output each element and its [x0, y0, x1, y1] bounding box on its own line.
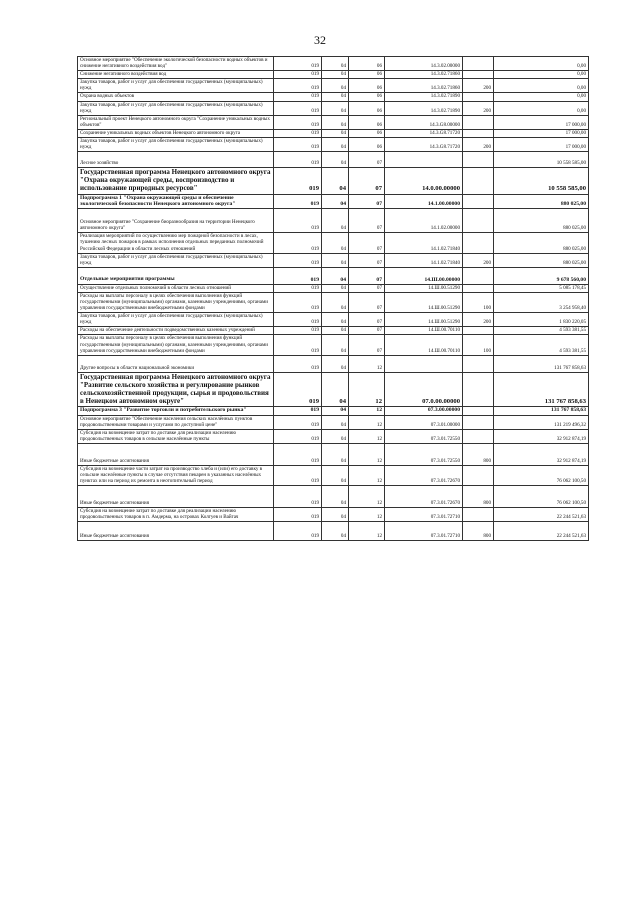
- expense-type-cell: 800: [463, 443, 494, 465]
- row-name-cell: Закупка товаров, работ и услуг для обеспечения государственных (муниципальных) нужд: [78, 313, 274, 327]
- row-name-cell: Реализация мероприятий по осуществлению мер пожарной безопасности в лесах, тушению лесных пожаров в рамках исполнения отдельных переданных полномочий Российской Федерации в области лесных отношений: [78, 233, 274, 253]
- expense-type-cell: [463, 233, 494, 253]
- table-row: [78, 313, 589, 327]
- expense-type-cell: 800: [463, 486, 494, 508]
- subsection-code-cell: 07: [349, 335, 385, 355]
- section-code-cell: 04: [322, 57, 349, 71]
- table-row: [78, 168, 589, 194]
- ministry-code-cell: 019: [274, 522, 322, 541]
- ministry-code-cell: 019: [274, 233, 322, 253]
- section-code-cell: 04: [322, 115, 349, 129]
- row-name-cell: Закупка товаров, работ и услуг для обеспечения государственных (муниципальных) нужд: [78, 79, 274, 93]
- row-name-cell: Подпрограмма 1 "Охрана окружающей среды и обеспечение экологической безопасности Ненецкого автономного округа": [78, 194, 274, 209]
- subsection-code-cell: 07: [349, 194, 385, 209]
- expense-type-cell: 200: [463, 138, 494, 152]
- ministry-code-cell: 019: [274, 429, 322, 443]
- ministry-code-cell: 019: [274, 415, 322, 429]
- subsection-code-cell: 07: [349, 292, 385, 312]
- row-name-cell: Государственная программа Ненецкого автономного округа "Развитие сельского хозяйства и регулирование рынков сельскохозяйственной продукции, сырья и продовольствия в Ненецком автономном округе": [78, 372, 274, 406]
- section-code-cell: 04: [322, 71, 349, 79]
- ministry-code-cell: 019: [274, 79, 322, 93]
- target-article-cell: [385, 355, 463, 372]
- target-article-cell: 14.Ш.00.00000: [385, 267, 463, 284]
- table-row: [78, 327, 589, 335]
- ministry-code-cell: 019: [274, 253, 322, 267]
- target-article-cell: 14.1.02.71840: [385, 253, 463, 267]
- expense-type-cell: [463, 372, 494, 406]
- ministry-code-cell: 019: [274, 138, 322, 152]
- amount-cell: 22 244 521,63: [494, 522, 589, 541]
- ministry-code-cell: 019: [274, 129, 322, 137]
- expense-type-cell: [463, 267, 494, 284]
- subsection-code-cell: 07: [349, 253, 385, 267]
- target-article-cell: 14.Ш.00.51290: [385, 284, 463, 292]
- table-row: [78, 284, 589, 292]
- expense-type-cell: [463, 93, 494, 101]
- target-article-cell: 07.3.00.00000: [385, 407, 463, 415]
- section-code-cell: 04: [322, 465, 349, 485]
- target-article-cell: 14.3.02.71890: [385, 101, 463, 115]
- amount-cell: 4 593 381,55: [494, 335, 589, 355]
- section-code-cell: 04: [322, 79, 349, 93]
- ministry-code-cell: 019: [274, 115, 322, 129]
- row-name-cell: Расходы на выплаты персоналу в целях обеспечения выполнения функций государственными (муниципальными) органами, казенными учреждениями, органами управления государственными внебюджетными фондами: [78, 292, 274, 312]
- ministry-code-cell: 019: [274, 486, 322, 508]
- subsection-code-cell: 06: [349, 129, 385, 137]
- expense-type-cell: 200: [463, 253, 494, 267]
- table-row: [78, 209, 589, 233]
- amount-cell: 0,00: [494, 57, 589, 71]
- amount-cell: 3 254 958,40: [494, 292, 589, 312]
- target-article-cell: 14.3.02.71860: [385, 79, 463, 93]
- amount-cell: 5 085 178,45: [494, 284, 589, 292]
- table-row: [78, 57, 589, 71]
- target-article-cell: 14.Ш.00.70110: [385, 335, 463, 355]
- section-code-cell: 04: [322, 313, 349, 327]
- ministry-code-cell: 019: [274, 407, 322, 415]
- subsection-code-cell: 06: [349, 79, 385, 93]
- subsection-code-cell: 12: [349, 415, 385, 429]
- ministry-code-cell: 019: [274, 101, 322, 115]
- subsection-code-cell: 12: [349, 508, 385, 522]
- table-row: [78, 508, 589, 522]
- target-article-cell: 14.3.G8.71720: [385, 129, 463, 137]
- table-row: [78, 522, 589, 541]
- row-name-cell: Субсидия на возмещение затрат по доставке для реализации населению продовольственных товаров в п. Амдерма, на островах Колгуев и Вайгач: [78, 508, 274, 522]
- table-row: [78, 335, 589, 355]
- section-code-cell: 04: [322, 93, 349, 101]
- section-code-cell: 04: [322, 267, 349, 284]
- amount-cell: 880 025,00: [494, 209, 589, 233]
- subsection-code-cell: 12: [349, 486, 385, 508]
- row-name-cell: Иные бюджетные ассигнования: [78, 486, 274, 508]
- row-name-cell: Расходы на выплаты персоналу в целях обеспечения выполнения функций государственными (муниципальными) органами, казенными учреждениями, органами управления государственными внебюджетными фондами: [78, 335, 274, 355]
- target-article-cell: 14.3.02.00000: [385, 57, 463, 71]
- amount-cell: 76 062 100,50: [494, 465, 589, 485]
- table-row: [78, 233, 589, 253]
- section-code-cell: 04: [322, 407, 349, 415]
- amount-cell: 32 912 874,19: [494, 443, 589, 465]
- table-row: [78, 152, 589, 168]
- section-code-cell: 04: [322, 101, 349, 115]
- row-name-cell: Отдельные мероприятия программы: [78, 267, 274, 284]
- ministry-code-cell: 019: [274, 209, 322, 233]
- amount-cell: 22 244 521,63: [494, 508, 589, 522]
- section-code-cell: 04: [322, 253, 349, 267]
- target-article-cell: 14.1.02.00000: [385, 209, 463, 233]
- row-name-cell: Охрана водных объектов: [78, 93, 274, 101]
- row-name-cell: Основное мероприятие "Обеспечение населения сельских населённых пунктов продовольственными товарами и услугами по доступной цене": [78, 415, 274, 429]
- subsection-code-cell: 07: [349, 209, 385, 233]
- expense-type-cell: [463, 284, 494, 292]
- subsection-code-cell: 07: [349, 267, 385, 284]
- target-article-cell: 07.3.01.72710: [385, 508, 463, 522]
- target-article-cell: 14.1.02.71840: [385, 233, 463, 253]
- target-article-cell: 14.3.02.71860: [385, 71, 463, 79]
- row-name-cell: Иные бюджетные ассигнования: [78, 522, 274, 541]
- expense-type-cell: [463, 194, 494, 209]
- table-row: [78, 194, 589, 209]
- section-code-cell: 04: [322, 355, 349, 372]
- subsection-code-cell: 06: [349, 138, 385, 152]
- section-code-cell: 04: [322, 138, 349, 152]
- table-row: [78, 79, 589, 93]
- section-code-cell: 04: [322, 327, 349, 335]
- subsection-code-cell: 12: [349, 522, 385, 541]
- table-row: [78, 115, 589, 129]
- row-name-cell: Сохранение уникальных водных объектов Ненецкого автономного округа: [78, 129, 274, 137]
- ministry-code-cell: 019: [274, 93, 322, 101]
- section-code-cell: 04: [322, 486, 349, 508]
- subsection-code-cell: 12: [349, 355, 385, 372]
- amount-cell: 0,00: [494, 79, 589, 93]
- target-article-cell: 14.0.00.00000: [385, 168, 463, 194]
- amount-cell: 880 025,00: [494, 233, 589, 253]
- ministry-code-cell: 019: [274, 152, 322, 168]
- ministry-code-cell: 019: [274, 57, 322, 71]
- ministry-code-cell: 019: [274, 168, 322, 194]
- ministry-code-cell: 019: [274, 284, 322, 292]
- amount-cell: 9 678 560,00: [494, 267, 589, 284]
- expense-type-cell: [463, 429, 494, 443]
- amount-cell: 131 767 858,63: [494, 407, 589, 415]
- subsection-code-cell: 06: [349, 71, 385, 79]
- subsection-code-cell: 07: [349, 313, 385, 327]
- ministry-code-cell: 019: [274, 267, 322, 284]
- row-name-cell: Иные бюджетные ассигнования: [78, 443, 274, 465]
- row-name-cell: Закупка товаров, работ и услуг для обеспечения государственных (муниципальных) нужд: [78, 101, 274, 115]
- expense-type-cell: [463, 71, 494, 79]
- section-code-cell: 04: [322, 292, 349, 312]
- table-body: [78, 57, 589, 541]
- target-article-cell: 07.3.01.72670: [385, 465, 463, 485]
- subsection-code-cell: 12: [349, 429, 385, 443]
- amount-cell: 0,00: [494, 71, 589, 79]
- target-article-cell: 07.3.01.72710: [385, 522, 463, 541]
- amount-cell: 17 000,00: [494, 138, 589, 152]
- table-row: [78, 71, 589, 79]
- amount-cell: 0,00: [494, 101, 589, 115]
- subsection-code-cell: 07: [349, 327, 385, 335]
- table-row: [78, 486, 589, 508]
- expense-type-cell: [463, 129, 494, 137]
- table-row: [78, 292, 589, 312]
- expense-type-cell: 200: [463, 313, 494, 327]
- section-code-cell: 04: [322, 335, 349, 355]
- amount-cell: 131 219 496,32: [494, 415, 589, 429]
- target-article-cell: 07.3.01.72550: [385, 429, 463, 443]
- target-article-cell: 07.3.01.00000: [385, 415, 463, 429]
- expense-type-cell: [463, 152, 494, 168]
- subsection-code-cell: 12: [349, 443, 385, 465]
- row-name-cell: Снижение негативного воздействия вод: [78, 71, 274, 79]
- table-row: [78, 93, 589, 101]
- row-name-cell: Основное мероприятие "Сохранение биоразнообразия на территории Ненецкого автономного округа": [78, 209, 274, 233]
- expense-type-cell: 200: [463, 101, 494, 115]
- ministry-code-cell: 019: [274, 355, 322, 372]
- ministry-code-cell: 019: [274, 194, 322, 209]
- section-code-cell: 04: [322, 443, 349, 465]
- row-name-cell: Другие вопросы в области национальной экономики: [78, 355, 274, 372]
- target-article-cell: [385, 152, 463, 168]
- section-code-cell: 04: [322, 168, 349, 194]
- table-row: [78, 429, 589, 443]
- subsection-code-cell: 06: [349, 101, 385, 115]
- amount-cell: 0,00: [494, 93, 589, 101]
- row-name-cell: Субсидия на возмещение части затрат на производство хлеба и (или) его доставку в сельские населённые пункты в случае отсутствия пекарен в указанных населённых пунктах или на период их ремонта в неотопительный период: [78, 465, 274, 485]
- row-name-cell: Субсидия на возмещение затрат по доставке для реализации населению продовольственных товаров в сельские населённые пункты: [78, 429, 274, 443]
- target-article-cell: 14.Ш.00.51290: [385, 313, 463, 327]
- target-article-cell: 07.3.01.72670: [385, 486, 463, 508]
- target-article-cell: 07.3.01.72550: [385, 443, 463, 465]
- amount-cell: 32 912 874,19: [494, 429, 589, 443]
- table-row: [78, 129, 589, 137]
- section-code-cell: 04: [322, 284, 349, 292]
- section-code-cell: 04: [322, 129, 349, 137]
- section-code-cell: 04: [322, 233, 349, 253]
- subsection-code-cell: 07: [349, 152, 385, 168]
- ministry-code-cell: 019: [274, 71, 322, 79]
- ministry-code-cell: 019: [274, 443, 322, 465]
- amount-cell: 131 767 858,63: [494, 372, 589, 406]
- section-code-cell: 04: [322, 508, 349, 522]
- expense-type-cell: [463, 465, 494, 485]
- section-code-cell: 04: [322, 152, 349, 168]
- table-row: [78, 253, 589, 267]
- ministry-code-cell: 019: [274, 465, 322, 485]
- subsection-code-cell: 07: [349, 233, 385, 253]
- section-code-cell: 04: [322, 209, 349, 233]
- row-name-cell: Основное мероприятие "Обеспечение экологической безопасности водных объектов и снижение негативного воздействия вод": [78, 57, 274, 71]
- subsection-code-cell: 07: [349, 284, 385, 292]
- amount-cell: 1 830 220,05: [494, 313, 589, 327]
- target-article-cell: 14.3.02.71890: [385, 93, 463, 101]
- page-number: 32: [314, 33, 326, 47]
- amount-cell: 10 558 585,00: [494, 152, 589, 168]
- subsection-code-cell: 12: [349, 372, 385, 406]
- table-row: [78, 101, 589, 115]
- ministry-code-cell: 019: [274, 335, 322, 355]
- section-code-cell: 04: [322, 194, 349, 209]
- subsection-code-cell: 06: [349, 115, 385, 129]
- amount-cell: 880 025,00: [494, 194, 589, 209]
- subsection-code-cell: 06: [349, 57, 385, 71]
- ministry-code-cell: 019: [274, 372, 322, 406]
- target-article-cell: 14.1.00.00000: [385, 194, 463, 209]
- ministry-code-cell: 019: [274, 313, 322, 327]
- row-name-cell: Осуществление отдельных полномочий в области лесных отношений: [78, 284, 274, 292]
- expense-type-cell: [463, 508, 494, 522]
- row-name-cell: Закупка товаров, работ и услуг для обеспечения государственных (муниципальных) нужд: [78, 138, 274, 152]
- amount-cell: 17 000,00: [494, 129, 589, 137]
- table-row: [78, 443, 589, 465]
- subsection-code-cell: 07: [349, 168, 385, 194]
- row-name-cell: Закупка товаров, работ и услуг для обеспечения государственных (муниципальных) нужд: [78, 253, 274, 267]
- target-article-cell: 14.Ш.00.70110: [385, 327, 463, 335]
- row-name-cell: Расходы на обеспечение деятельности подведомственных казенных учреждений: [78, 327, 274, 335]
- expense-type-cell: [463, 209, 494, 233]
- target-article-cell: 14.3.G8.00000: [385, 115, 463, 129]
- target-article-cell: 14.Ш.00.51290: [385, 292, 463, 312]
- table-row: [78, 138, 589, 152]
- subsection-code-cell: 12: [349, 465, 385, 485]
- row-name-cell: Подпрограмма 3 "Развитие торговли и потребительского рынка": [78, 407, 274, 415]
- expense-type-cell: [463, 355, 494, 372]
- expense-type-cell: 200: [463, 79, 494, 93]
- expense-type-cell: [463, 57, 494, 71]
- row-name-cell: Региональный проект Ненецкого автономного округа "Сохранение уникальных водных объектов": [78, 115, 274, 129]
- expense-type-cell: [463, 168, 494, 194]
- expense-type-cell: 800: [463, 522, 494, 541]
- expense-type-cell: [463, 415, 494, 429]
- table-row: [78, 372, 589, 406]
- amount-cell: 4 593 381,55: [494, 327, 589, 335]
- table-row: [78, 465, 589, 485]
- row-name-cell: Государственная программа Ненецкого автономного округа "Охрана окружающей среды, воспроизводство и использование природных ресурсов": [78, 168, 274, 194]
- expense-type-cell: [463, 115, 494, 129]
- ministry-code-cell: 019: [274, 508, 322, 522]
- target-article-cell: 07.0.00.00000: [385, 372, 463, 406]
- amount-cell: 131 767 858,63: [494, 355, 589, 372]
- expense-type-cell: [463, 327, 494, 335]
- ministry-code-cell: 019: [274, 292, 322, 312]
- subsection-code-cell: 06: [349, 93, 385, 101]
- table-row: [78, 407, 589, 415]
- section-code-cell: 04: [322, 415, 349, 429]
- amount-cell: 17 000,00: [494, 115, 589, 129]
- expense-type-cell: 100: [463, 292, 494, 312]
- table-row: [78, 267, 589, 284]
- ministry-code-cell: 019: [274, 327, 322, 335]
- expense-type-cell: [463, 407, 494, 415]
- row-name-cell: Лесное хозяйство: [78, 152, 274, 168]
- target-article-cell: 14.3.G8.71720: [385, 138, 463, 152]
- budget-table: [77, 56, 589, 541]
- table-row: [78, 355, 589, 372]
- amount-cell: 10 558 585,00: [494, 168, 589, 194]
- subsection-code-cell: 12: [349, 407, 385, 415]
- section-code-cell: 04: [322, 522, 349, 541]
- expense-type-cell: 100: [463, 335, 494, 355]
- amount-cell: 880 025,00: [494, 253, 589, 267]
- section-code-cell: 04: [322, 429, 349, 443]
- table-row: [78, 415, 589, 429]
- section-code-cell: 04: [322, 372, 349, 406]
- amount-cell: 76 062 100,50: [494, 486, 589, 508]
